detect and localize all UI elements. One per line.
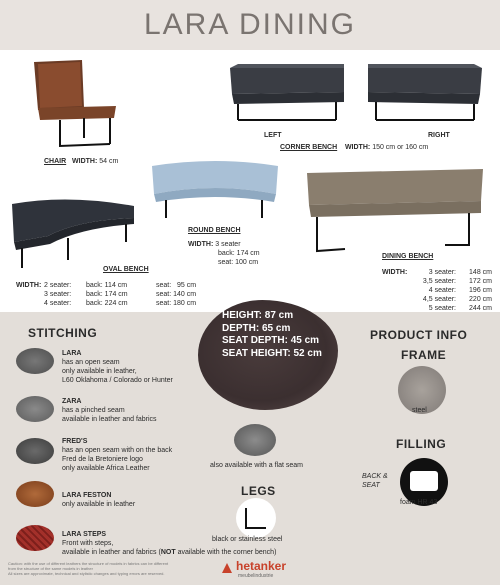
dining-bench-seater: 4,5 seater: bbox=[422, 296, 456, 303]
dimensions-list bbox=[222, 310, 322, 360]
stitch-zara-line: has a pinched seam bbox=[62, 407, 125, 414]
stitch-steps-text: available in leather and fabrics ( bbox=[62, 549, 161, 556]
dim-seat-height: SEAT HEIGHT: 52 cm bbox=[222, 347, 322, 359]
stitch-lara-line: has an open seam bbox=[62, 359, 120, 366]
stitch-feston-swatch bbox=[16, 481, 54, 507]
stitch-freds bbox=[62, 437, 172, 473]
dining-bench-seater: 5 seater: bbox=[428, 305, 456, 312]
round-bench-seater: 3 seater bbox=[215, 241, 241, 248]
dining-bench-seater: 3 seater: bbox=[428, 269, 456, 276]
oval-bench-seater: 2 seater: bbox=[44, 282, 72, 289]
oval-bench-seat: seat: 180 cm bbox=[156, 300, 197, 307]
corner-bench-width-value: 150 cm or 160 cm bbox=[372, 144, 429, 151]
dining-bench-row bbox=[410, 268, 492, 277]
oval-bench-seater: 3 seater: bbox=[44, 291, 72, 298]
oval-bench-row bbox=[44, 281, 214, 290]
filling-label-2: SEAT bbox=[362, 482, 380, 489]
corner-right-label: RIGHT bbox=[428, 132, 450, 139]
stitch-freds-swatch bbox=[16, 438, 54, 464]
stitch-lara-line: L60 Oklahoma / Colorado or Hunter bbox=[62, 377, 173, 384]
stitching-title: STITCHING bbox=[28, 326, 98, 340]
stitch-steps-tail: available with the corner bench) bbox=[175, 549, 277, 556]
dining-bench-name: DINING BENCH bbox=[382, 253, 434, 260]
brand-sub: meubelindustrie bbox=[238, 573, 274, 579]
dining-bench-value: 196 cm bbox=[469, 287, 492, 294]
filling-title: FILLING bbox=[396, 437, 447, 451]
chair-image bbox=[24, 60, 124, 155]
stitch-steps-line: Front with steps, bbox=[62, 540, 114, 547]
stitch-freds-name: FRED'S bbox=[62, 438, 88, 445]
stitch-zara-swatch bbox=[16, 396, 54, 422]
flat-seam-swatch bbox=[234, 424, 276, 456]
footer-note: Caution: with the use of different leathers the structure of models in fabrics can be different bbox=[8, 561, 169, 566]
stitch-freds-line: Fred de la Bretoniere logo bbox=[62, 456, 143, 463]
round-bench-width-label: WIDTH: bbox=[188, 241, 214, 248]
stitch-steps-not: NOT bbox=[160, 549, 176, 556]
dining-bench-seater: 4 seater: bbox=[428, 287, 456, 294]
stitch-steps-line-2 bbox=[62, 548, 276, 557]
stitch-zara bbox=[62, 397, 157, 424]
round-bench-back: back: 174 cm bbox=[218, 250, 260, 257]
oval-bench-back: back: 174 cm bbox=[86, 291, 128, 298]
stitch-zara-name: ZARA bbox=[62, 398, 82, 405]
footer-notes bbox=[8, 561, 208, 576]
filling-foam: foam HR 43 bbox=[400, 499, 438, 506]
flat-seam-note: also available with a flat seam bbox=[210, 462, 303, 469]
oval-bench-seat: seat: 95 cm bbox=[156, 282, 197, 289]
oval-bench-back: back: 114 cm bbox=[86, 282, 128, 289]
oval-bench-row bbox=[44, 290, 214, 299]
page-title: LARA DINING bbox=[143, 8, 357, 41]
oval-bench-back: back: 224 cm bbox=[86, 300, 128, 307]
stitch-lara-name: LARA bbox=[62, 350, 82, 357]
corner-bench-name: CORNER BENCH bbox=[280, 144, 338, 151]
legs-note: black or stainless steel bbox=[212, 536, 283, 543]
dining-bench-row bbox=[410, 286, 492, 295]
footer-note: from the structure of the same models in leather bbox=[8, 566, 93, 571]
dim-height: HEIGHT: 87 cm bbox=[222, 310, 294, 321]
legs-image bbox=[236, 498, 276, 538]
stitch-zara-line: available in leather and fabrics bbox=[62, 416, 157, 423]
legs-title: LEGS bbox=[241, 484, 276, 498]
dining-bench-row bbox=[410, 277, 492, 286]
product-info-title: PRODUCT INFO bbox=[370, 328, 468, 342]
filling-label bbox=[362, 472, 388, 490]
corner-bench-right-image bbox=[364, 62, 484, 126]
brand-logo bbox=[220, 561, 234, 575]
dining-bench-value: 148 cm bbox=[469, 269, 492, 276]
corner-bench-caption bbox=[280, 143, 428, 152]
stitch-lara-line: only available in leather, bbox=[62, 368, 137, 375]
filling-label-1: BACK & bbox=[362, 473, 388, 480]
chair-width-label: WIDTH: bbox=[72, 158, 98, 165]
dining-bench-width-label: WIDTH: bbox=[382, 269, 408, 276]
dim-depth: DEPTH: 65 cm bbox=[222, 322, 291, 334]
oval-bench-name: OVAL BENCH bbox=[103, 266, 149, 273]
oval-bench-width-label: WIDTH: bbox=[16, 282, 42, 289]
stitch-steps-name: LARA STEPS bbox=[62, 531, 107, 538]
oval-bench-seat: seat: 140 cm bbox=[156, 291, 197, 298]
dining-bench-rows bbox=[410, 268, 492, 313]
round-bench-image bbox=[150, 158, 280, 222]
stitch-freds-line: has an open seam with on the back bbox=[62, 447, 173, 454]
round-bench-name: ROUND BENCH bbox=[188, 227, 241, 234]
oval-bench-row bbox=[44, 299, 214, 308]
round-bench-seat: seat: 100 cm bbox=[218, 259, 259, 266]
dining-bench-value: 220 cm bbox=[469, 296, 492, 303]
stitch-feston-line: only available in leather bbox=[62, 501, 136, 508]
frame-material: steel bbox=[412, 407, 427, 414]
dining-bench-value: 172 cm bbox=[469, 278, 492, 285]
oval-bench-rows bbox=[44, 281, 214, 308]
dim-seat-depth: SEAT DEPTH: 45 cm bbox=[222, 335, 320, 346]
stitch-feston-name: LARA FESTON bbox=[62, 492, 112, 499]
footer-note: All sizes are approximate, technical and stylistic changes and typing errors are reserved. bbox=[8, 571, 165, 576]
corner-bench-width-label: WIDTH: bbox=[344, 144, 371, 151]
frame-title: FRAME bbox=[401, 348, 447, 362]
stitch-lara bbox=[62, 349, 173, 385]
dining-bench-value: 244 cm bbox=[469, 305, 492, 312]
chair-width-value: 54 cm bbox=[99, 158, 119, 165]
corner-bench-left-image bbox=[228, 62, 348, 126]
oval-bench-image bbox=[8, 190, 138, 270]
dining-bench-image bbox=[305, 167, 485, 255]
corner-left-label: LEFT bbox=[264, 132, 282, 139]
oval-bench-seater: 4 seater: bbox=[44, 300, 72, 307]
stitch-freds-line: only available Africa Leather bbox=[62, 465, 150, 472]
chair-caption bbox=[44, 157, 118, 166]
stitch-feston bbox=[62, 491, 135, 509]
stitch-steps-swatch bbox=[16, 525, 54, 551]
brand-name: hetanker bbox=[236, 559, 287, 573]
stitch-lara-swatch bbox=[16, 348, 54, 374]
chair-name: CHAIR bbox=[44, 158, 67, 165]
dining-bench-seater: 3,5 seater: bbox=[422, 278, 456, 285]
dining-bench-row bbox=[410, 295, 492, 304]
round-bench-caption bbox=[188, 226, 260, 267]
